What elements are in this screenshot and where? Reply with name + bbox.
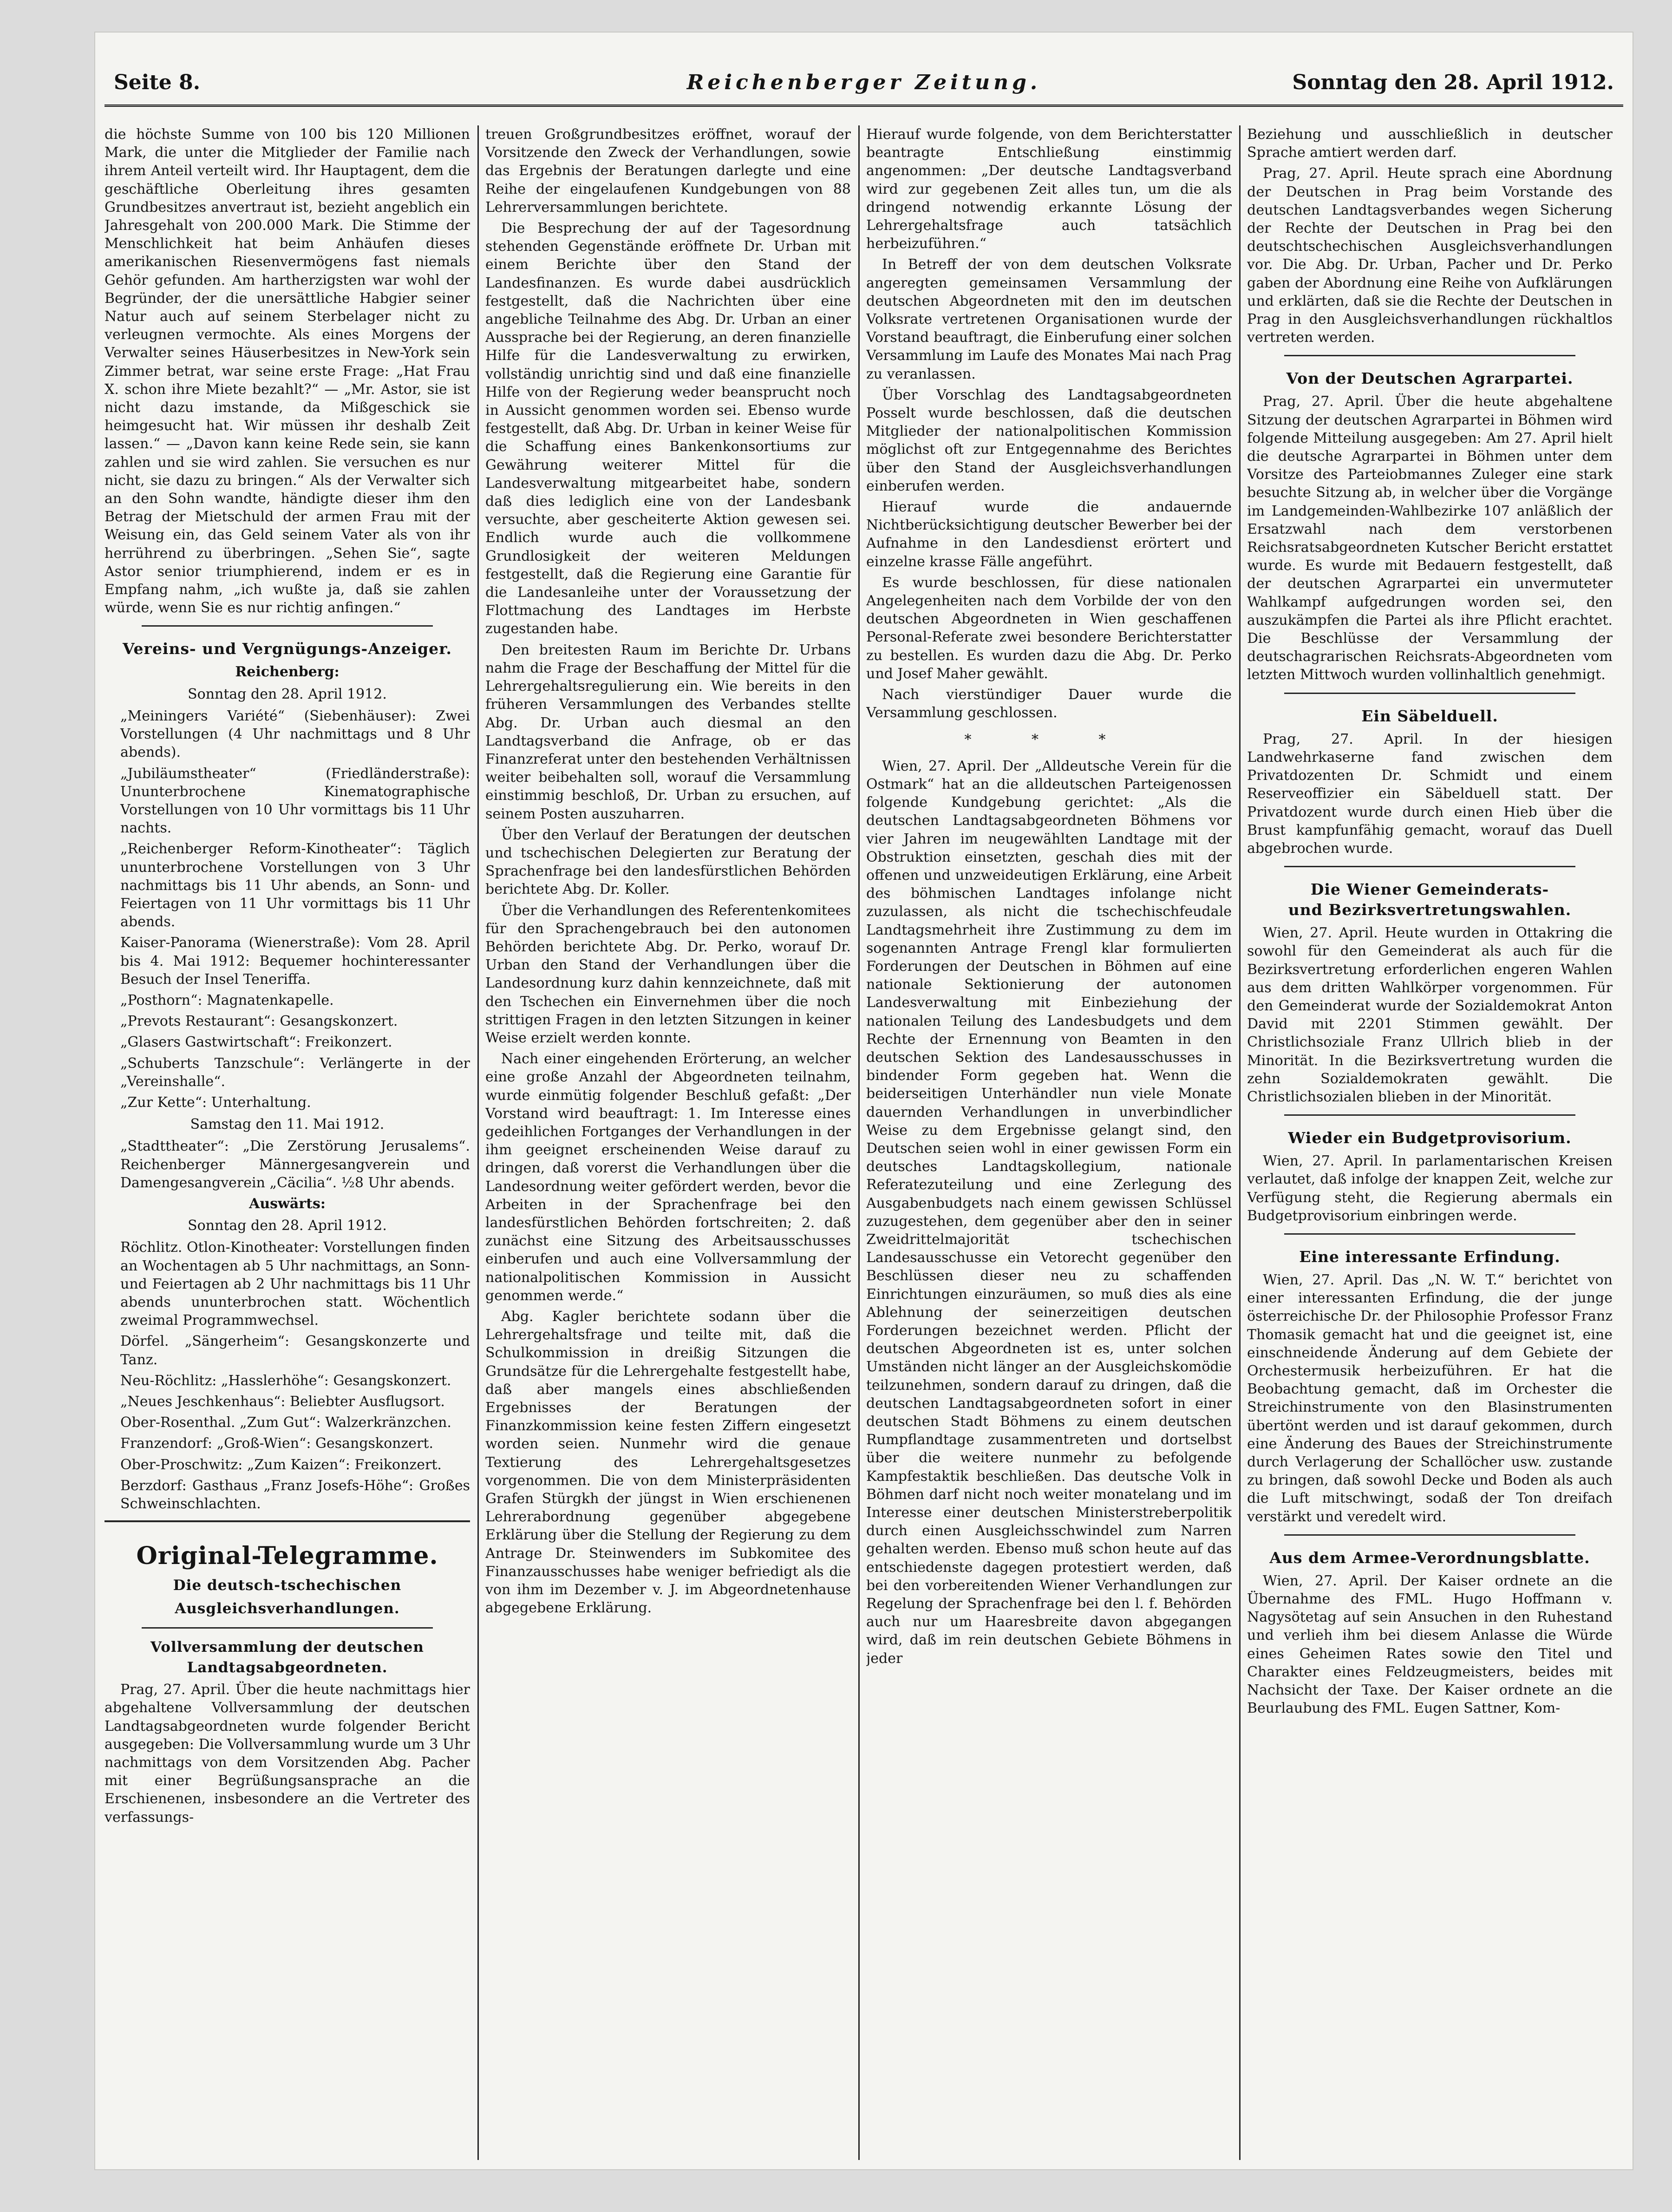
article-paragraph: Über die Verhandlungen des Referentenkomitees für den Sprachengebrauch bei den autonomen Behörden berichtete Abg. Dr. Perko, worauf Dr. Urban den Stand der Verhandlungen über die Landesordnung kurz dahin kennzeichnete, daß mit den Tschechen ein Einvernehmen über die noch strittigen Fragen in den letzten Sitzungen in keiner Weise erzielt werden konnte. — [485, 902, 851, 1046]
article-paragraph: die höchste Summe von 100 bis 120 Millionen Mark, die unter die Mitglieder der Familie nach ihrem Anteil verteilt wird. Ihr Hauptagent, dem die geschäftliche Oberleitung ihres gesamten Grundbesitzes anvertraut ist, bezieht angeblich ein Jahresgehalt von 200.000 Mark. Die Stimme der Menschlichkeit hat beim Anhäufen dieses amerikanischen Riesenvermögens fast niemals Gehör gefunden. Am hartherzigsten war wohl der Begründer, der die unersättliche Habgier seiner Natur auch auf seinem Sterbelager nicht zu verleugnen vermochte. Als eines Morgens der Verwalter seines Häuserbesitzes in New-York sein Zimmer betrat, war seine erste Frage: „Hat Frau X. schon ihre Miete bezahlt?“ — „Mr. Astor, sie ist nicht dazu imstande, da Mißgeschick sie heimgesucht hat. Wir müssen ihr deshalb Zeit lassen.“ — „Davon kann keine Rede sein, sie kann zahlen und sie wird zahlen. Sie versuchen es nur nicht, sie dazu zu bringen.“ Als der Verwalter sich an den Sohn wandte, händigte dieser ihm den Betrag der Mietschuld der armen Frau mit der Weisung ein, das Geld seinem Vater als von ihr herrührend zu überbringen. „Sehen Sie“, sagte Astor senior triumphierend, indem er es in Empfang nahm, „ich wußte ja, daß sie zahlen würde, wenn Sie es nur richtig anfingen.“ — [104, 126, 470, 616]
place-heading: Reichenberg: — [235, 664, 340, 681]
article-heading: und Bezirksvertretungswahlen. — [1288, 901, 1572, 919]
listing-entry: Ober-Proschwitz: „Zum Kaizen“: Freikonzert. — [120, 1456, 442, 1473]
article-paragraph: Wien, 27. April. In parlamentarischen Kreisen verlautet, daß infolge der knappen Zeit, welche zur Verfügung steht, die Regierung abermals ein Budgetprovisorium einbringen werde. — [1247, 1153, 1613, 1224]
listing-entry: Kaiser-Panorama (Wienerstraße): Vom 28. April bis 4. Mai 1912: Bequemer hochinteressanter Besuch der Insel Teneriffa. — [120, 935, 470, 988]
column-3 — [866, 125, 1232, 2160]
event-date: Samstag den 11. Mai 1912. — [190, 1116, 385, 1133]
page-header — [104, 60, 1623, 107]
listing-entry: Röchlitz. Otlon-Kinotheater: Vorstellungen finden an Wochentagen ab 5 Uhr nachmittags, an Sonn- und Feiertagen ab 2 Uhr nachmittags bis 11 Uhr abends ununterbrochen statt. Wöchentlich zweimal Programmwechsel. — [120, 1239, 470, 1329]
article-paragraph: Prag, 27. April. Über die heute abgehaltene Sitzung der deutschen Agrarpartei in Böhmen wird folgende Mitteilung ausgegeben: Am 27. April hielt die deutsche Agrarpartei in Böhmen unter dem Vorsitze des Parteiobmannes Zuleger eine stark besuchte Sitzung ab, in welcher über die Vorgänge im Landgemeinden-Wahlbezirke 107 anläßlich der Ersatzwahl nach dem verstorbenen Reichsratsabgeordneten Kutscher Bericht erstattet wurde. Es wurde mit Bedauern festgestellt, daß der deutschen Agrarpartei ein unvermuteter Wahlkampf aufgedrungen worden sei, den auszukämpfen die Partei als ihre Pflicht erachtet. Die Beschlüsse der Versammlung der deutschagrarischen Reichsrats-Abgeordneten vom letzten Mittwoch wurden vollinhaltlich genehmigt. — [1247, 393, 1613, 683]
divider — [1284, 355, 1575, 356]
article-heading: Von der Deutschen Agrarpartei. — [1286, 369, 1574, 388]
divider — [1284, 866, 1575, 867]
divider — [1284, 693, 1575, 694]
event-date: Sonntag den 28. April 1912. — [188, 686, 387, 702]
article-paragraph: Wien, 27. April. Der Kaiser ordnete an die Übernahme des FML. Hugo Hoffmann v. Nagysötetag auf sein Ansuchen in den Ruhestand und verlieh ihm bei diesem Anlasse die Würde eines Geheimen Rates sowie den Titel und Charakter eines Feldzeugmeisters, beides mit Nachsicht der Taxe. Der Kaiser ordnete an die Beurlaubung des FML. Eugen Sattner, Kom- — [1247, 1572, 1613, 1717]
article-heading: Aus dem Armee-Verordnungsblatte. — [1269, 1548, 1590, 1567]
issue-date: Sonntag den 28. April 1912. — [1292, 71, 1614, 94]
article-paragraph: Abg. Kagler berichtete sodann über die Lehrergehaltsfrage und teilte mit, daß die Schulkommission in dreißig Sitzungen die Grundsätze für die Lehrergehalte festgestellt habe, daß aber mangels eines abschließenden Ergebnisses der Beratungen der Finanzkommission keine festen Ziffern eingesetzt worden seien. Nunmehr wird die genaue Textierung des Lehrergehaltsgesetzes vorgenommen. Die von dem Ministerpräsidenten Grafen Stürgkh der jüngst in Wien erschienenen Lehrerabordnung gegenüber abgegebene Erklärung über die Stellung der Regierung zu dem Antrage Dr. Steinwenders im Subkomitee des Finanzausschusses habe weniger befriedigt als die von ihm im Dezember v. J. im Abgeordnetenhause abgegebene Erklärung. — [485, 1309, 851, 1616]
divider — [1284, 1534, 1575, 1536]
listing-entry: „Posthorn“: Magnatenkapelle. — [120, 992, 334, 1008]
article-paragraph: Prag, 27. April. Heute sprach eine Abordnung der Deutschen in Prag beim Vorstande des deutschen Landtagsverbandes wegen Sicherung der Rechte der Deutschen in Prag bei den deutschtschechischen Ausgleichsverhandlungen vor. Die Abg. Dr. Urban, Pacher und Dr. Perko gaben der Abordnung eine Reihe von Aufklärungen und erklärten, daß sie die Rechte der Deutschen in Prag in den Ausgleichsverhandlungen rückhaltlos vertreten werden. — [1247, 165, 1613, 346]
article-paragraph: In Betreff der von dem deutschen Volksrate angeregten gemeinsamen Versammlung der deutschen Abgeordneten mit den im deutschen Volksrate vertretenen Organisationen wurde der Vorstand beauftragt, die Einberufung einer solchen Versammlung im Laufe des Monates Mai nach Prag zu veranlassen. — [866, 256, 1232, 382]
article-paragraph: Nach vierstündiger Dauer wurde die Versammlung geschlossen. — [866, 687, 1232, 721]
article-paragraph: Beziehung und ausschließlich in deutscher Sprache amtiert werden darf. — [1247, 126, 1613, 161]
listing-entry: „Schuberts Tanzschule“: Verlängerte in der „Vereinshalle“. — [120, 1055, 470, 1090]
article-paragraph: Wien, 27. April. Der „Alldeutsche Verein für die Ostmark“ hat an die alldeutschen Parteigenossen folgende Kundgebung gerichtet: „Als die deutschen Landtagsabgeordneten Böhmens vor vier Jahren im neugewählten Landtage mit der Obstruktion einsetzten, geschah dies mit der offenen und unzweideutigen Erklärung, eine Arbeit des böhmischen Landtages infolange nicht zuzulassen, als nicht die tschechischfeudale Landtagsmehrheit ihre Zustimmung zu dem im sogenannten Antrage Frengl klar formulierten Forderungen der Deutschen in Böhmen auf eine nationale Sektionierung der autonomen Landesverwaltung mit Einbeziehung der nationalen Teilung des Landesbudgets und dem Rechte der Ernennung von Beamten in den deutschen Sektion des Landesausschusses in bindender Form gegeben hat. Wenn die beiderseitigen Unterhändler nun viele Monate dauernden Verhandlungen in unverbindlicher Weise zu dem Ergebnisse gelangt sind, den Deutschen seien wohl in einer gewissen Form ein deutsches Landtagskollegium, nationale Referatezuteilung und eine Zerlegung des Ausgabenbudgets nach einem gewissen Schlüssel zuzugestehen, dem gegenüber aber den in seiner Zweidrittelmajorität tschechischen Landesausschusse ein Vetorecht gegenüber den Beschlüssen dieser neu zu schaffenden Einrichtungen einzuräumen, so muß dies als eine Ablehnung der seinerzeitigen deutschen Forderungen bezeichnet werden. Pflicht der deutschen Abgeordneten ist es, unter solchen Umständen nicht länger an der Ausgleichskomödie teilzunehmen, sondern darauf zu dringen, daß die deutschen Landtagsabgeordneten sofort in einer deutschen Stadt Böhmens zu einem deutschen Rumpflandtage zusammentreten und dortselbst über die weitere nunmehr zu befolgende Kampfestaktik beschließen. Das deutsche Volk in Böhmen darf nicht noch weiter monatelang und im Interesse einer deutschen Ministerstreberpolitik durch einen Ausgleichsschwindel zum Narren gehalten werden. Ebenso muß schon heute auf das entschiedenste dagegen protestiert werden, daß bei den vorbereitenden Wiener Verhandlungen zur Regelung der Sprachenfrage bei den l. f. Behörden auch nur um Haaresbreite davon abgegangen wird, daß im rein deutschen Gebiete Böhmens in jeder — [866, 758, 1232, 1667]
divider — [104, 1520, 470, 1522]
column-2 — [485, 125, 851, 2160]
article-heading: Ausgleichsverhandlungen. — [175, 1600, 400, 1617]
article-paragraph: Prag, 27. April. Über die heute nachmittags hier abgehaltene Vollversammlung der deutschen Landtagsabgeordneten wurde folgender Bericht ausgegeben: Die Vollversammlung wurde um 3 Uhr nachmittags von dem Vorsitzenden Abg. Pacher mit einer Begrüßungsansprache an die Erschienenen, insbesondere an die Vertreter des verfassungs- — [104, 1682, 470, 1826]
column-rule — [858, 125, 860, 2160]
article-paragraph: Wien, 27. April. Heute wurden in Ottakring die sowohl für den Gemeinderat als auch für die Bezirksvertretung erforderlichen engeren Wahlen aus dem dritten Wahlkörper vorgenommen. Für den Gemeinderat wurde der Sozialdemokrat Anton David mit 2201 Stimmen gewählt. Der Christlichsoziale Franz Ullrich blieb in der Minorität. In die Bezirksvertretung wurden die zehn Sozialdemokraten gewählt. Die Christlichsozialen blieben in der Minorität. — [1247, 925, 1613, 1105]
listing-entry: „Reichenberger Reform-Kinotheater“: Täglich ununterbrochene Vorstellungen von 3 Uhr nachmittags bis 11 Uhr abends, an Sonn- und Feiertagen von 11 Uhr vormittags bis 11 Uhr abends. — [120, 841, 470, 930]
column-4 — [1247, 125, 1613, 2160]
article-paragraph: Über den Verlauf der Beratungen der deutschen und tschechischen Delegierten zur Beratung der Sprachenfrage bei den landesfürstlichen Behörden berichtete Abg. Dr. Koller. — [485, 826, 851, 898]
listing-entry: „Stadttheater“: „Die Zerstörung Jerusalems“. Reichenberger Männergesangverein und Damengesangverein „Cäcilia“. ½8 Uhr abends. — [120, 1138, 470, 1191]
article-paragraph: Wien, 27. April. Das „N. W. T.“ berichtet von einer interessanten Erfindung, die der junge österreichische Dr. der Philosophie Professor Franz Thomasik gemacht hat und die geeignet ist, eine einschneidende Änderung auf dem Gebiete der Orchestermusik herbeizuführen. Er hat die Beobachtung gemacht, daß im Orchester die Streichinstrumente von den Blasinstrumenten übertönt werden und ist darauf gekommen, durch eine Änderung des Baues der Streichinstrumente durch Verlagerung der Schallöcher usw. zustande zu bringen, daß sowohl Decke und Boden als auch die Luft mitschwingt, sodaß der Ton dreifach verstärkt und veredelt wird. — [1247, 1271, 1613, 1525]
divider — [142, 625, 433, 627]
section-heading: Original-Telegramme. — [136, 1542, 438, 1571]
article-paragraph: Über Vorschlag des Landtagsabgeordneten Posselt wurde beschlossen, daß die deutschen Mitglieder der nationalpolitischen Kommission möglichst oft zur Entgegennahme des Berichtes über den Stand der Ausgleichsverhandlungen einberufen werden. — [866, 386, 1232, 494]
event-date: Sonntag den 28. April 1912. — [188, 1217, 387, 1234]
listing-entry: „Neues Jeschkenhaus“: Beliebter Ausflugsort. — [120, 1394, 445, 1410]
place-heading: Auswärts: — [249, 1195, 326, 1212]
listing-entry: Berzdorf: Gasthaus „Franz Josefs-Höhe“: Großes Schweinschlachten. — [120, 1477, 470, 1512]
newspaper-title: Reichenberger Zeitung. — [686, 71, 1041, 94]
article-subheading: Vollversammlung der deutschen Landtagsabgeordneten. — [150, 1639, 424, 1676]
column-rule — [1239, 125, 1241, 2160]
divider — [1284, 1114, 1575, 1116]
column-rule — [477, 125, 479, 2160]
listing-entry: „Jubiläumstheater“ (Friedländerstraße): Ununterbrochene Kinematographische Vorstellungen von 10 Uhr vormittags bis 11 Uhr nachts. — [120, 765, 470, 837]
article-paragraph: Prag, 27. April. In der hiesigen Landwehrkaserne fand zwischen dem Privatdozenten Dr. Schmidt und einem Reserveoffizier ein Säbelduell statt. Der Privatdozent wurde durch einen Hieb über die Brust kampfunfähig gemacht, worauf das Duell abgebrochen wurde. — [1247, 731, 1613, 857]
article-paragraph: Hierauf wurde folgende, von dem Berichterstatter beantragte Entschließung einstimmig angenommen: „Der deutsche Landtagsverband wird zur gegebenen Zeit alles tun, um die als dringend notwendig erkannte Lösung der Lehrergehaltsfrage auch tatsächlich herbeizuführen.“ — [866, 126, 1232, 252]
page-number: Seite 8. — [114, 71, 201, 94]
divider — [1284, 1233, 1575, 1235]
article-paragraph: Die Besprechung der auf der Tagesordnung stehenden Gegenstände eröffnete Dr. Urban mit einem Berichte über den Stand der Landesfinanzen. Es wurde dabei ausdrücklich festgestellt, daß die Nachrichten über eine angebliche Teilnahme des Abg. Dr. Urban an einer Aussprache bei der Regierung, an deren finanzielle Hilfe für die Landesverwaltung zu erwirken, vollständig unrichtig sind und daß eine finanzielle Hilfe von der Regierung weder beansprucht noch in Aussicht genommen worden sei. Ebenso wurde festgestellt, daß Abg. Dr. Urban in keiner Weise für die Schaffung eines Bankenkonsortiums zur Gewährung weiterer Mittel für die Landesverwaltung mitgearbeitet habe, sondern daß dies lediglich eine von der Landesbank versuchte, aber gescheiterte Aktion gewesen sei. Endlich wurde auch die vollkommene Grundlosigkeit der weiteren Meldungen festgestellt, daß die Regierung eine Garantie für die Landesanleihe unter der Voraussetzung der Flottmachung des Landtages im Herbste zugestanden habe. — [485, 220, 851, 637]
article-heading: Wieder ein Budgetprovisorium. — [1288, 1129, 1572, 1147]
section-separator: * * * — [964, 731, 1134, 748]
article-paragraph: treuen Großgrundbesitzes eröffnet, worauf der Vorsitzende den Zweck der Verhandlungen, sowie das Ergebnis der Beratungen darlegte und eine Reihe der eingelaufenen Kundgebungen von 88 Lehrerversammlungen berichtete. — [485, 126, 851, 216]
listing-entry: Franzendorf: „Groß-Wien“: Gesangskonzert. — [120, 1435, 433, 1452]
article-paragraph: Den breitesten Raum im Berichte Dr. Urbans nahm die Frage der Beschaffung der Mittel für die Lehrergehaltsregulierung ein. Wie bereits in den früheren Versammlungen des Verbandes stellte Abg. Dr. Urban auch diesmal an den Landtagsverband die Anfrage, ob er das Finanzreferat unter den bestehenden Verhältnissen weiter beibehalten soll, worauf die Versammlung einstimmig beschloß, Dr. Urban zu ersuchen, auf seinem Posten auszuharren. — [485, 641, 851, 822]
article-paragraph: Nach einer eingehenden Erörterung, an welcher eine große Anzahl der Abgeordneten teilnahm, wurde einmütig folgender Beschluß gefaßt: „Der Vorstand wird beauftragt: 1. Im Interesse eines gedeihlichen Fortganges der Verhandlungen in der ihm geeignet erscheinenden Weise darauf zu dringen, daß vorerst die Verhandlungen über die Landesordnung weiter gefördert werden, bevor die Arbeiten in der Sprachenfrage bei den landesfürstlichen Behörden fortschreiten; 2. daß zunächst eine Sitzung des Arbeitsausschusses einberufen und auch eine Vollversammlung der nationalpolitischen Kommission in Aussicht genommen werde.“ — [485, 1051, 851, 1304]
column-1 — [104, 125, 470, 2160]
listing-entry: „Glasers Gastwirtschaft“: Freikonzert. — [120, 1034, 392, 1051]
listing-entry: Neu-Röchlitz: „Hasslerhöhe“: Gesangskonzert. — [120, 1372, 451, 1389]
listing-entry: „Prevots Restaurant“: Gesangskonzert. — [120, 1013, 398, 1030]
article-heading: Die deutsch-tschechischen — [173, 1577, 402, 1594]
listing-entry: Dörfel. „Sängerheim“: Gesangskonzerte und Tanz. — [120, 1333, 470, 1368]
article-paragraph: Es wurde beschlossen, für diese nationalen Angelegenheiten nach dem Vorbilde der von den deutschen Abgeordneten in Wien geschaffenen Personal-Referate zwei besondere Berichterstatter zu bestellen. Es wurden dazu die Abg. Dr. Perko und Josef Maher gewählt. — [866, 574, 1232, 682]
listing-entry: Ober-Rosenthal. „Zum Gut“: Walzerkränzchen. — [120, 1414, 451, 1431]
listing-entry: „Meiningers Variété“ (Siebenhäuser): Zwei Vorstellungen (4 Uhr nachmittags und 8 Uhr abends). — [120, 707, 470, 761]
section-heading: Vereins- und Vergnügungs-Anzeiger. — [122, 640, 452, 658]
divider — [142, 1627, 433, 1629]
article-heading: Die Wiener Gemeinderats- — [1310, 880, 1549, 899]
newspaper-page — [95, 33, 1633, 2169]
listing-entry: „Zur Kette“: Unterhaltung. — [120, 1094, 311, 1111]
article-paragraph: Hierauf wurde die andauernde Nichtberücksichtigung deutscher Bewerber bei der Aufnahme in den Landesdienst erörtert und einzelne krasse Fälle angeführt. — [866, 499, 1232, 570]
article-heading: Ein Säbelduell. — [1361, 707, 1498, 725]
article-heading: Eine interessante Erfindung. — [1299, 1247, 1561, 1266]
